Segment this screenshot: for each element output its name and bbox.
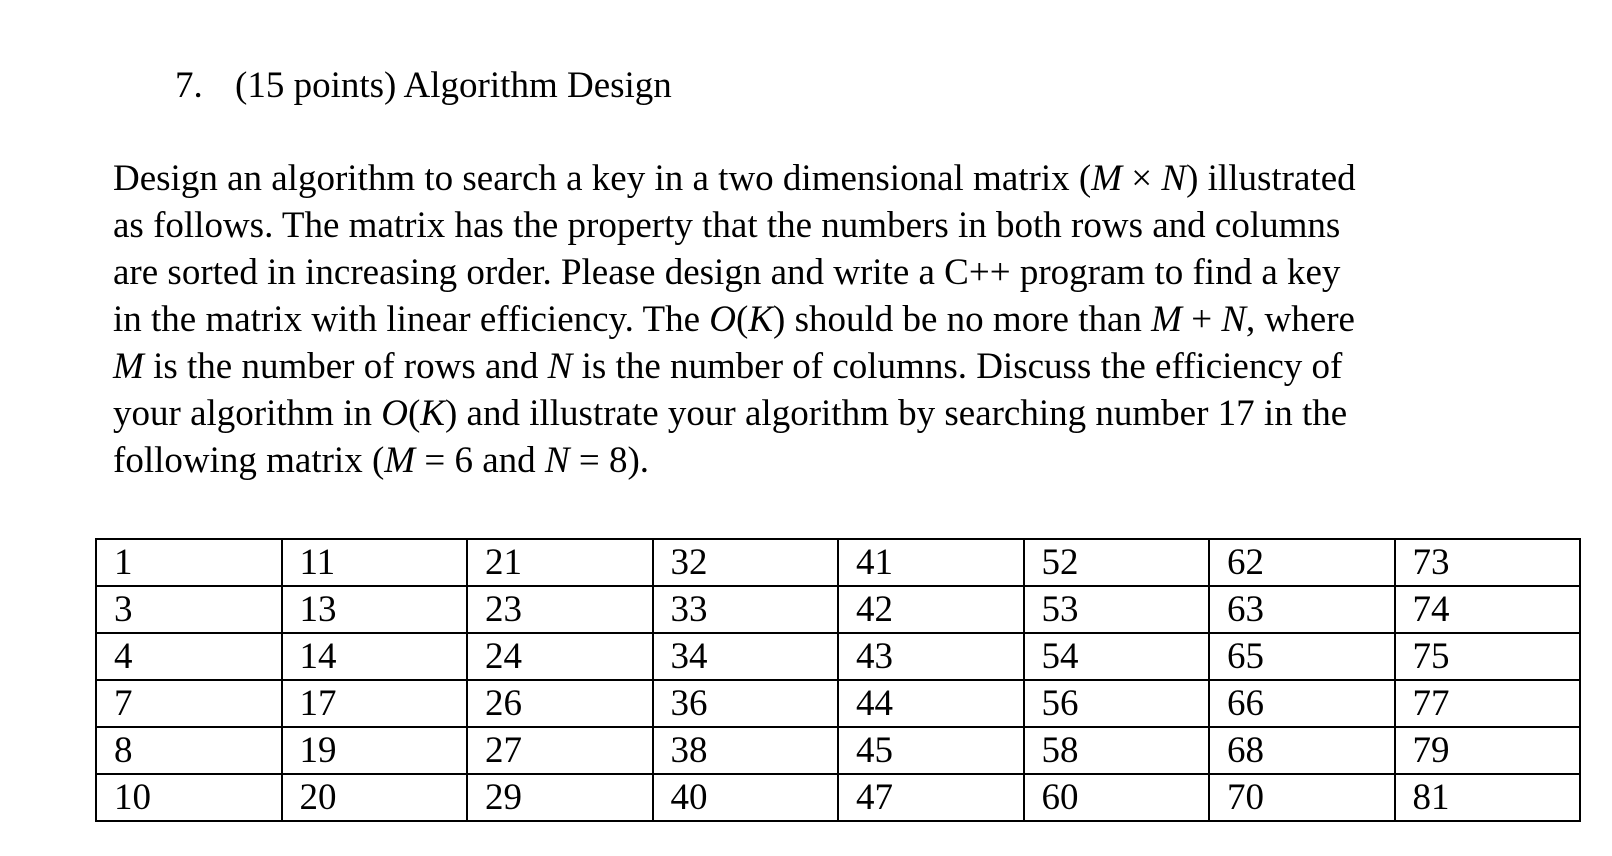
matrix-cell: 17 [282,680,468,727]
math-variable: K [748,299,773,340]
matrix-cell: 34 [653,633,839,680]
statement-line-2: as follows. The matrix has the property that the numbers in both rows and columns [113,205,1341,246]
matrix-cell: 56 [1024,680,1210,727]
matrix-cell: 7 [96,680,282,727]
matrix-cell: 40 [653,774,839,821]
math-operator: × [1122,158,1162,199]
matrix-body [96,539,1580,821]
matrix-cell: 43 [838,633,1024,680]
text-run: your algorithm in [113,393,382,434]
matrix-cell: 26 [467,680,653,727]
statement-line-6 [113,390,1553,437]
matrix-cell: 45 [838,727,1024,774]
text-run: and illustrate your algorithm by searching number 17 in the [457,393,1348,434]
matrix-row [96,680,1580,727]
text-run: should be no more than [785,299,1152,340]
text-run: , where [1246,299,1355,340]
matrix-cell: 60 [1024,774,1210,821]
math-operator: ) [444,393,458,434]
matrix-cell: 54 [1024,633,1210,680]
matrix-cell: 14 [282,633,468,680]
math-variable: M [384,440,416,481]
matrix-cell: 74 [1395,586,1581,633]
matrix-cell: 42 [838,586,1024,633]
matrix-cell: 58 [1024,727,1210,774]
problem-statement [113,155,1553,484]
math-operator: ( [407,393,421,434]
matrix-cell: 11 [282,539,468,586]
matrix-cell: 65 [1209,633,1395,680]
matrix-cell: 81 [1395,774,1581,821]
math-operator: + [1181,299,1222,340]
matrix-cell: 47 [838,774,1024,821]
math-operator: ) [773,299,786,340]
question-title: (15 points) Algorithm Design [235,65,672,106]
matrix-cell: 4 [96,633,282,680]
matrix-cell: 19 [282,727,468,774]
matrix-cell: 38 [653,727,839,774]
matrix-cell: 13 [282,586,468,633]
matrix-cell: 77 [1395,680,1581,727]
matrix-cell: 79 [1395,727,1581,774]
text-run: = 8). [569,440,650,481]
matrix-cell: 66 [1209,680,1395,727]
matrix-cell: 73 [1395,539,1581,586]
matrix-cell: 62 [1209,539,1395,586]
math-variable: O [381,393,408,434]
matrix-cell: 75 [1395,633,1581,680]
math-variable: M [1151,299,1182,340]
math-variable: N [1161,158,1187,199]
math-variable: N [1221,299,1247,340]
math-variable: K [420,393,445,434]
text-run: ) illustrated [1186,158,1356,199]
statement-line-7 [113,437,1553,484]
matrix-cell: 21 [467,539,653,586]
matrix-cell: 29 [467,774,653,821]
sorted-matrix-table [95,538,1581,822]
matrix-cell: 8 [96,727,282,774]
matrix-row [96,586,1580,633]
text-run: in the matrix with linear efficiency. The [113,299,710,340]
matrix-cell: 53 [1024,586,1210,633]
math-variable: M [113,346,144,387]
matrix-cell: 3 [96,586,282,633]
matrix-row [96,727,1580,774]
matrix-cell: 32 [653,539,839,586]
question-heading [175,62,672,110]
matrix-cell: 20 [282,774,468,821]
matrix-cell: 10 [96,774,282,821]
text-run: following matrix ( [113,440,385,481]
matrix-cell: 41 [838,539,1024,586]
statement-line-5 [113,343,1553,390]
statement-line-4 [113,296,1553,343]
matrix-row [96,633,1580,680]
matrix-cell: 33 [653,586,839,633]
statement-line-3: are sorted in increasing order. Please design and write a C++ program to find a key [113,252,1341,293]
matrix-cell: 36 [653,680,839,727]
text-run: = 6 and [415,440,545,481]
matrix-cell: 23 [467,586,653,633]
question-number: 7. [175,65,203,106]
math-variable: M [1091,158,1123,199]
statement-line-1 [113,155,1553,202]
math-variable: O [709,299,736,340]
matrix-row [96,539,1580,586]
matrix-cell: 1 [96,539,282,586]
text-run: is the number of columns. Discuss the efficiency of [572,346,1343,387]
math-variable: N [547,346,573,387]
matrix-cell: 68 [1209,727,1395,774]
math-operator: ( [735,299,749,340]
matrix-row [96,774,1580,821]
matrix-cell: 52 [1024,539,1210,586]
matrix-cell: 27 [467,727,653,774]
matrix-cell: 63 [1209,586,1395,633]
text-run: is the number of rows and [143,346,548,387]
math-variable: N [544,440,570,481]
matrix-cell: 44 [838,680,1024,727]
matrix-cell: 70 [1209,774,1395,821]
text-run: Design an algorithm to search a key in a two dimensional matrix ( [113,158,1092,199]
matrix-cell: 24 [467,633,653,680]
